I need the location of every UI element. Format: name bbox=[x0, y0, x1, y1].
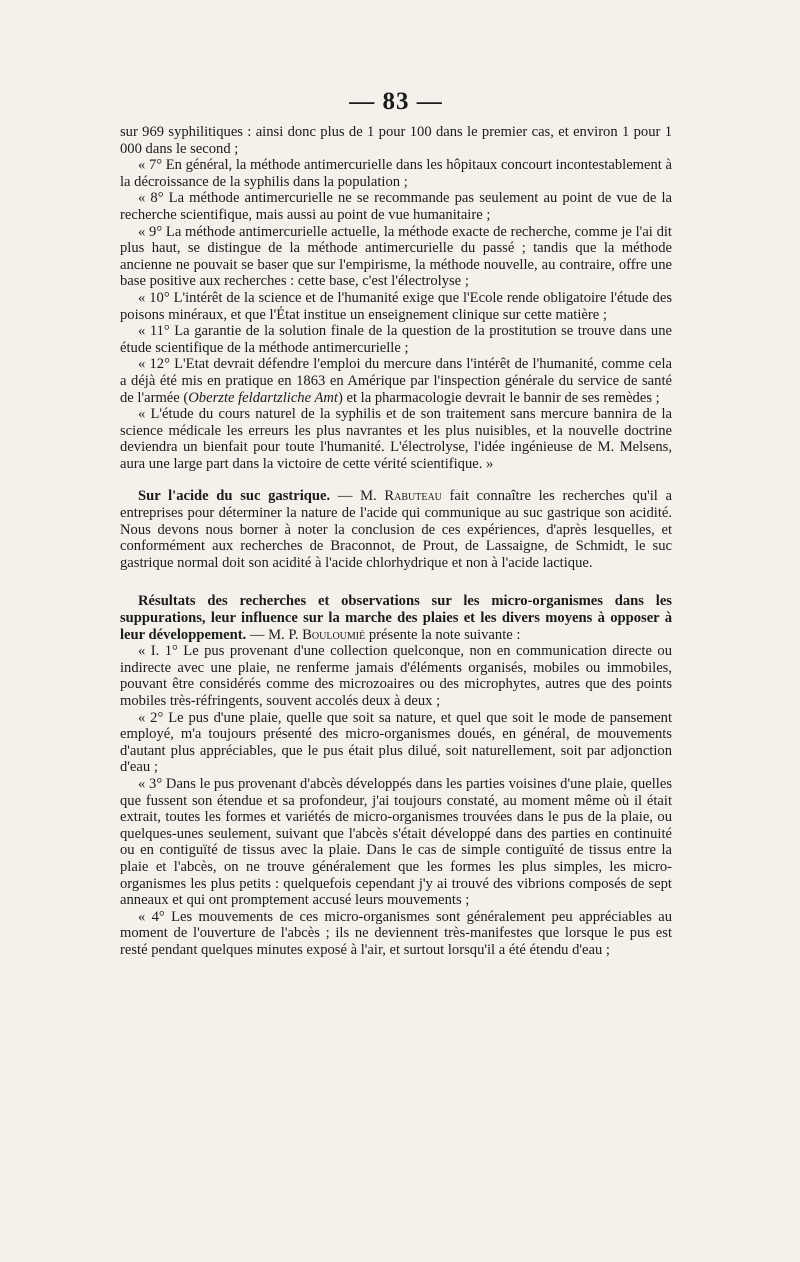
section-spacer bbox=[120, 571, 672, 593]
section-body: fait connaître les recherches qu'il a entreprises pour déterminer la nature de l'acide qui communique au suc gastrique son acidité. Nous devons nous borner à noter la conclusion de ces expériences, d'après lesquelles, et conformément aux recherches de Braconnot, de Prout, de Lassaigne, de Schmidt, le suc gastrique normal doit son acidité à l'acide chlorhydrique et non à l'acide lactique. bbox=[120, 488, 672, 571]
conclusion-text: ) et la pharmacologie devrait le bannir de ses remèdes ; bbox=[337, 389, 660, 406]
section-micro-organisms bbox=[120, 593, 672, 643]
note-paragraph: « 4° Les mouvements de ces micro-organismes sont généralement peu appréciables au moment de l'ouverture de l'abcès ; ils ne deviennent très-manifestes que lorsque le pus est resté pendant quelques minutes exposé à l'air, et surtout lorsqu'il a été étendu d'eau ; bbox=[120, 908, 672, 958]
conclusion-paragraph: « L'étude du cours naturel de la syphilis et de son traitement sans mercure bannira de la science médicale les erreurs les plus navrantes et les plus nuisibles, et la nouvelle doctrine deviendra un bienfait pour toute l'humanité. L'électrolyse, l'idée ingénieuse de M. Melsens, aura une large part dans la victoire de cette vérité scientifique. » bbox=[120, 406, 672, 472]
page-number: — 83 — bbox=[349, 88, 443, 115]
page-body bbox=[120, 124, 672, 959]
section-spacer bbox=[120, 472, 672, 488]
conclusion-paragraph: « 10° L'intérêt de la science et de l'humanité exige que l'Ecole rende obligatoire l'étude des poisons minéraux, et que l'État institue un enseignement clinique sur cette matière ; bbox=[120, 289, 672, 323]
note-paragraph: « 2° Le pus d'une plaie, quelle que soit sa nature, et quel que soit le mode de pansement employé, m'a toujours présenté des micro-organismes doués, en général, de mouvements d'autant plus appréciables, que le pus était plus dilué, soit naturellement, soit par adjonction d'eau ; bbox=[120, 709, 672, 776]
conclusion-paragraph: « 8° La méthode antimercurielle ne se recommande pas seulement au point de vue de la recherche scientifique, mais aussi au point de vue humanitaire ; bbox=[120, 190, 672, 223]
section-body: présente la note suivante : bbox=[365, 626, 521, 643]
conclusion-paragraph: « 11° La garantie de la solution finale de la question de la prostitution se trouve dans une étude scientifique de la méthode antimercurielle ; bbox=[120, 323, 672, 356]
conclusion-paragraph: « 9° La méthode antimercurielle actuelle, la méthode exacte de recherche, comme je l'ai dit plus haut, se distingue de la méthode antimercurielle du passé ; tandis que la méthode ancienne ne pouvait se baser que sur l'empirisme, la méthode nouvelle, au contraire, offre une base positive aux recherches : cette base, c'est l'électrolyse ; bbox=[120, 223, 672, 290]
conclusion-text: « 12° L'Etat devrait défendre l'emploi du mercure dans l'intérêt de l'humanité, comme cela a déjà été mis en pratique en 1863 en Amérique par l'inspection générale du service de santé de l'armée ( bbox=[120, 356, 672, 406]
section-dash: — M. P. bbox=[246, 626, 303, 643]
conclusion-paragraph: « 7° En général, la méthode antimercurielle dans les hôpitaux concourt incontestablement à la décroissance de la syphilis dans la population ; bbox=[120, 157, 672, 190]
section-author: Rabuteau bbox=[384, 488, 442, 505]
note-paragraph: « 3° Dans le pus provenant d'abcès développés dans les parties voisines d'une plaie, quelles que fussent son étendue et sa profondeur, j'ai toujours constaté, au moment même où il était extrait, toutes les formes et variétés de micro-organismes trouvées dans le pus de la plaie, ou quelques-unes seulement, suivant que l'abcès s'était développé dans des parties en continuité ou en contiguïté de tissus avec la plaie. Dans le cas de simple contiguïté de tissus entre la plaie et l'abcès, on ne trouve généralement que les formes les plus simples, les micro-organismes les plus petits : quelquefois cependant j'y ai trouvé des vibrions composés de sept anneaux et qui ont promptement accusé leurs mouvements ; bbox=[120, 775, 672, 909]
section-author: Bouloumié bbox=[302, 626, 366, 643]
conclusion-italic-term: Oberzte feldartzliche Amt bbox=[188, 389, 338, 406]
conclusion-paragraph: sur 969 syphilitiques : ainsi donc plus de 1 pour 100 dans le premier cas, et environ 1 pour 1 000 dans le second ; bbox=[120, 124, 672, 157]
note-paragraph: « I. 1° Le pus provenant d'une collection quelconque, non en communication directe ou indirecte avec une plaie, ne renferme jamais d'éléments organisés, mobiles ou immobiles, pouvant être considérés comme des microzoaires ou des microphytes, autres que des points mobiles très-réfringents, souvent accolés deux à deux ; bbox=[120, 643, 672, 709]
section-dash: — M. bbox=[330, 488, 385, 505]
section-title: Résultats des recherches et observations sur les micro-organismes dans les suppurations, leur influence sur la marche des plaies et les divers moyens à opposer à leur développement. bbox=[120, 593, 672, 643]
conclusion-paragraph bbox=[120, 356, 672, 406]
section-title: Sur l'acide du suc gastrique. bbox=[138, 488, 331, 505]
section-gastric-acid bbox=[120, 488, 672, 571]
